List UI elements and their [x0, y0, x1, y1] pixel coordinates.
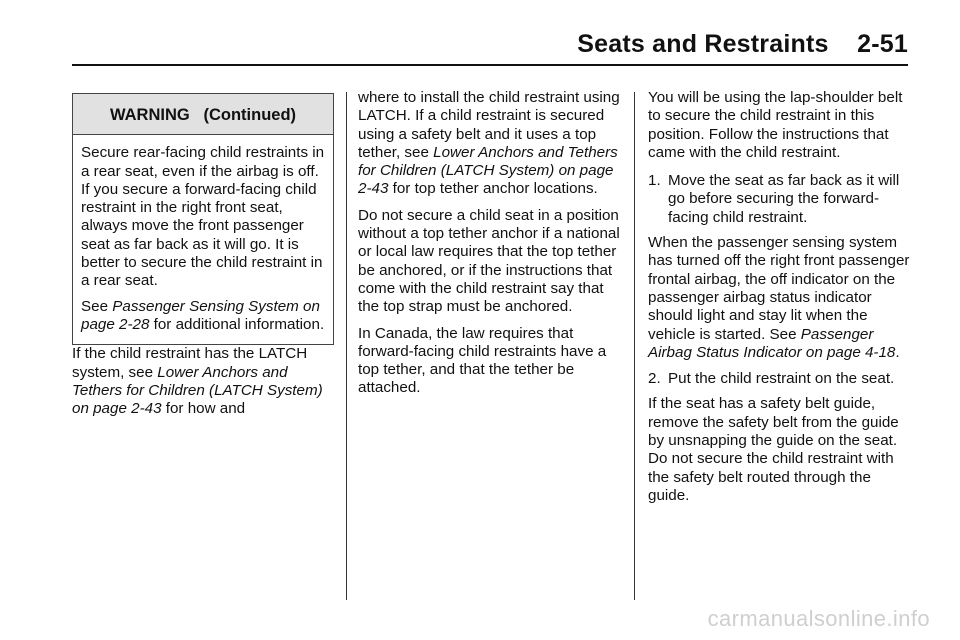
col2-latch-link[interactable]: Lower Anchors and Tethers for Children (LATCH System) on page 2-43	[358, 143, 618, 198]
col1-text-b: for how and	[161, 400, 246, 418]
col3-intro: You will be using the lap-shoulder belt to secure the child restraint in this position. Follow the instructions that came with the child restraint.	[648, 89, 903, 161]
header-rule	[72, 64, 908, 66]
step-1-note-a: When the passenger sensing system has turned off the right front passenger frontal airbag, the off indicator on the passenger airbag status indicator should light and stay lit when the vehicle is started. See	[648, 234, 910, 343]
page-header-title: Seats and Restraints 2-51	[577, 30, 908, 58]
warning-see	[81, 298, 325, 335]
warning-see-link[interactable]: Passenger Sensing System on page 2-28	[81, 297, 320, 333]
step-1-text: Move the seat as far back as it will go before securing the forward-facing child restraint.	[668, 172, 900, 226]
step-1	[648, 172, 912, 234]
column-divider-2	[634, 92, 635, 600]
step-2-number: 2.	[648, 370, 661, 388]
step-2	[648, 370, 912, 395]
step-2-text: Put the child restraint on the seat.	[668, 370, 895, 388]
col2-paragraph-1	[358, 89, 624, 199]
warning-box	[72, 93, 334, 345]
col2-paragraph-3: In Canada, the law requires that forward-facing child restraints have a top tether, and that the tether be attached.	[358, 324, 607, 397]
col1-paragraph	[72, 345, 334, 418]
col1-latch-link[interactable]: Lower Anchors and Tethers for Children (LATCH System) on page 2-43	[72, 363, 323, 418]
warning-title: WARNING (Continued)	[73, 94, 333, 135]
warning-see-prefix: See	[81, 297, 113, 315]
col1-text-a: If the child restraint has the LATCH system, see	[72, 345, 308, 381]
col2-paragraph-2: Do not secure a child seat in a position without a top tether anchor if a national or local law requires that the top tether be anchored, or if the instructions that come with the child restraint say that the top strap must be anchored.	[358, 206, 620, 316]
watermark: carmanualsonline.info	[707, 606, 930, 631]
col2-text-a: where to install the child restraint using LATCH. If a child restraint is secured using a safety belt and it uses a top tether, see	[358, 89, 620, 161]
step-1-note	[648, 234, 912, 362]
step-1-note-link[interactable]: Passenger Airbag Status Indicator on page 4-18	[648, 325, 896, 361]
col2-text-b: for top tether anchor locations.	[388, 180, 598, 198]
column-divider-1	[346, 92, 347, 600]
column-2	[358, 89, 624, 406]
warning-body	[73, 135, 333, 344]
step-1-note-b: .	[895, 343, 900, 361]
column-3	[648, 89, 912, 513]
warning-see-suffix: for additional information.	[149, 315, 325, 333]
column-1	[72, 93, 334, 426]
warning-text: Secure rear-facing child restraints in a rear seat, even if the airbag is off. If you secure a forward-facing child restraint in the right front seat, always move the front passenger seat as far back as it will go. It is better to secure the child restraint in a rear seat.	[81, 144, 325, 290]
step-2-note: If the seat has a safety belt guide, remove the safety belt from the guide by unsnapping the guide on the seat. Do not secure the child restraint with the safety belt routed through the guide.	[648, 395, 899, 504]
step-1-number: 1.	[648, 172, 661, 190]
